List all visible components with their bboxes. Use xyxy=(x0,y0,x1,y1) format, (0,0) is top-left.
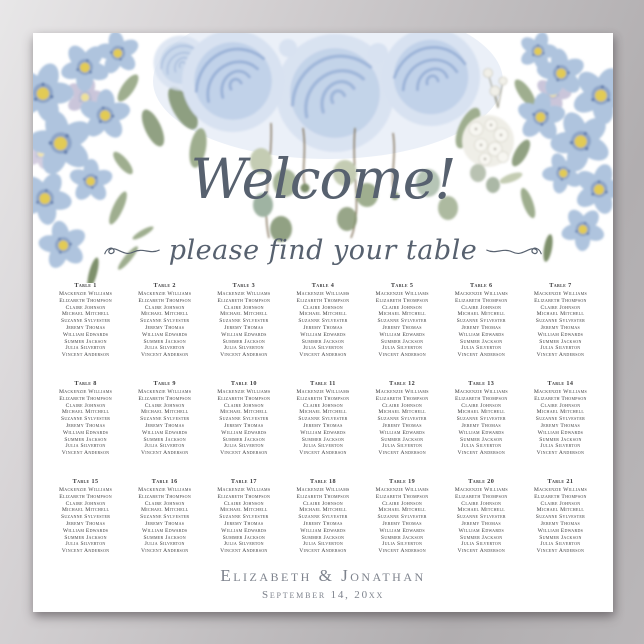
guest-name: Vincent Anderson xyxy=(457,450,506,457)
guest-name: Vincent Anderson xyxy=(61,352,110,359)
guest-name: Suzanne Sylvester xyxy=(140,514,190,521)
guest-name: Vincent Anderson xyxy=(140,450,189,457)
guest-name: Mackenzie Williams xyxy=(533,388,587,395)
guest-name: Jeremy Thomas xyxy=(65,324,106,331)
guest-name: Elizabeth Thompson xyxy=(375,297,429,304)
guest-name: Michael Mitchell xyxy=(299,409,347,416)
guest-name: Vincent Anderson xyxy=(140,352,189,359)
guest-name: Claire Johnson xyxy=(382,500,423,507)
guest-name: Mackenzie Williams xyxy=(138,388,192,395)
guest-list xyxy=(522,389,599,457)
guest-name: Michael Mitchell xyxy=(378,507,426,514)
guest-name: Suzanne Sylvester xyxy=(456,318,506,325)
guest-name: Summer Jackson xyxy=(301,436,345,443)
guest-name: Vincent Anderson xyxy=(140,548,189,555)
guest-name: Summer Jackson xyxy=(143,534,186,541)
guest-name: Michael Mitchell xyxy=(61,409,110,416)
guest-name: Suzanne Sylvester xyxy=(298,318,348,325)
guest-name: Julia Silverton xyxy=(302,541,344,548)
guest-name: Jeremy Thomas xyxy=(540,422,581,429)
table-title: Table 8 xyxy=(74,379,97,387)
guest-name: Elizabeth Thompson xyxy=(296,493,350,500)
guest-name: Julia Silverton xyxy=(65,345,106,352)
guest-name: Elizabeth Thompson xyxy=(296,395,350,402)
guest-name: Suzanne Sylvester xyxy=(219,318,269,325)
guest-name: Jeremy Thomas xyxy=(461,520,501,527)
subheading-row xyxy=(33,235,613,266)
guest-name: Vincent Anderson xyxy=(299,352,347,359)
guest-name: Julia Silverton xyxy=(223,345,264,352)
guest-name: Julia Silverton xyxy=(461,443,502,450)
guest-name: Jeremy Thomas xyxy=(145,520,185,527)
guest-name: Julia Silverton xyxy=(382,541,423,548)
guest-name: Julia Silverton xyxy=(540,345,581,352)
guest-name: Suzanne Sylvester xyxy=(140,318,190,325)
table-group xyxy=(364,478,441,555)
guest-name: Summer Jackson xyxy=(539,436,582,443)
guest-name: Mackenzie Williams xyxy=(58,291,113,297)
guest-list xyxy=(205,389,282,457)
guest-name: Summer Jackson xyxy=(143,436,186,443)
guest-name: Jeremy Thomas xyxy=(145,324,185,331)
guest-list xyxy=(47,389,124,457)
table-group xyxy=(364,282,441,359)
guest-name: Mackenzie Williams xyxy=(375,291,429,297)
guest-list xyxy=(443,389,520,457)
guest-name: William Edwards xyxy=(537,331,584,338)
guest-name: Elizabeth Thompson xyxy=(59,395,112,402)
guest-name: Claire Johnson xyxy=(223,304,264,311)
guest-name: Suzanne Sylvester xyxy=(219,514,269,521)
guest-name: Claire Johnson xyxy=(540,500,581,507)
table-title: Table 20 xyxy=(468,477,495,485)
table-group xyxy=(47,282,124,359)
guest-name: Mackenzie Williams xyxy=(217,486,271,493)
table-group xyxy=(522,478,599,555)
guest-name: Summer Jackson xyxy=(143,338,186,345)
guest-name: Vincent Anderson xyxy=(220,450,268,457)
guest-name: Elizabeth Thompson xyxy=(454,493,508,500)
table-group xyxy=(126,380,203,457)
table-title: Table 5 xyxy=(390,282,414,289)
guest-name: Mackenzie Williams xyxy=(533,486,587,493)
guest-name: Michael Mitchell xyxy=(378,311,426,318)
guest-name: Elizabeth Thompson xyxy=(375,395,429,402)
guest-name: Claire Johnson xyxy=(223,500,264,507)
table-title: Table 3 xyxy=(232,282,256,289)
guest-name: Vincent Anderson xyxy=(536,352,585,359)
guest-name: Jeremy Thomas xyxy=(540,520,581,527)
guest-name: Julia Silverton xyxy=(223,541,264,548)
guest-name: Jeremy Thomas xyxy=(382,324,422,331)
guest-name: Summer Jackson xyxy=(380,338,424,345)
table-title: Table 6 xyxy=(470,282,493,289)
guest-name: Suzanne Sylvester xyxy=(535,514,586,521)
guest-name: Summer Jackson xyxy=(460,534,503,541)
flourish-left-icon xyxy=(103,242,161,260)
guest-name: Claire Johnson xyxy=(65,304,106,311)
table-title: Table 18 xyxy=(310,477,336,485)
guest-name: Mackenzie Williams xyxy=(58,388,113,395)
guest-name: Claire Johnson xyxy=(461,304,502,311)
table-title: Table 11 xyxy=(310,379,336,387)
guest-name: Michael Mitchell xyxy=(536,311,585,318)
guest-name: Jeremy Thomas xyxy=(65,422,106,429)
guest-name: Elizabeth Thompson xyxy=(217,493,271,500)
table-title: Table 13 xyxy=(468,379,495,387)
guest-name: Summer Jackson xyxy=(380,436,424,443)
guest-name: William Edwards xyxy=(300,331,346,338)
guest-name: William Edwards xyxy=(141,429,188,436)
guest-name: Vincent Anderson xyxy=(220,548,268,555)
guest-name: Elizabeth Thompson xyxy=(534,297,587,304)
guest-name: Mackenzie Williams xyxy=(454,486,508,493)
guest-name: William Edwards xyxy=(300,429,346,436)
guest-name: Summer Jackson xyxy=(222,436,266,443)
guest-name: Summer Jackson xyxy=(539,338,582,345)
guest-name: Elizabeth Thompson xyxy=(217,297,271,304)
guest-name: Julia Silverton xyxy=(144,443,185,450)
table-group xyxy=(443,478,520,555)
guest-name: Summer Jackson xyxy=(460,338,503,345)
guest-name: Suzanne Sylvester xyxy=(140,416,190,423)
guest-name: Summer Jackson xyxy=(64,338,107,345)
guest-name: Elizabeth Thompson xyxy=(138,395,192,402)
table-group xyxy=(205,478,282,555)
guest-name: Claire Johnson xyxy=(144,500,185,507)
table-title: Table 9 xyxy=(153,379,176,387)
guest-name: Julia Silverton xyxy=(302,443,344,450)
guest-name: William Edwards xyxy=(221,331,267,338)
guest-name: Vincent Anderson xyxy=(220,352,268,359)
guest-name: Jeremy Thomas xyxy=(461,422,501,429)
guest-name: William Edwards xyxy=(379,331,425,338)
guest-list xyxy=(522,487,599,555)
guest-name: Jeremy Thomas xyxy=(224,520,264,527)
guest-name: Claire Johnson xyxy=(303,304,343,311)
guest-name: Mackenzie Williams xyxy=(296,388,350,395)
guest-name: William Edwards xyxy=(458,527,505,534)
guest-name: Michael Mitchell xyxy=(220,409,268,416)
guest-name: Mackenzie Williams xyxy=(217,388,271,395)
guest-name: Michael Mitchell xyxy=(457,311,506,318)
guest-name: Mackenzie Williams xyxy=(533,291,587,297)
guest-list xyxy=(205,487,282,555)
guest-name: Summer Jackson xyxy=(64,436,107,443)
guest-name: Elizabeth Thompson xyxy=(375,493,429,500)
guest-name: Jeremy Thomas xyxy=(145,422,185,429)
guest-name: Suzanne Sylvester xyxy=(60,416,111,423)
guest-name: Mackenzie Williams xyxy=(375,388,429,395)
guest-name: Michael Mitchell xyxy=(536,409,585,416)
guest-name: Mackenzie Williams xyxy=(454,388,508,395)
guest-name: Julia Silverton xyxy=(382,443,423,450)
guest-name: Julia Silverton xyxy=(65,443,106,450)
table-group xyxy=(205,282,282,359)
guest-name: Elizabeth Thompson xyxy=(59,297,112,304)
table-title: Table 14 xyxy=(547,379,574,387)
guest-name: William Edwards xyxy=(221,429,267,436)
guest-name: William Edwards xyxy=(379,429,425,436)
guest-name: Elizabeth Thompson xyxy=(217,395,271,402)
table-group xyxy=(47,478,124,555)
guest-name: Elizabeth Thompson xyxy=(138,493,192,500)
guest-name: Julia Silverton xyxy=(540,443,581,450)
guest-name: Vincent Anderson xyxy=(457,352,506,359)
guest-name: Suzanne Sylvester xyxy=(60,318,111,325)
guest-name: Suzanne Sylvester xyxy=(456,514,506,521)
guest-name: Vincent Anderson xyxy=(378,548,426,555)
guest-name: Jeremy Thomas xyxy=(303,520,343,527)
guest-name: William Edwards xyxy=(537,429,584,436)
guest-name: Michael Mitchell xyxy=(220,311,268,318)
guest-name: Julia Silverton xyxy=(144,345,185,352)
table-title: Table 15 xyxy=(72,477,99,485)
guest-name: Michael Mitchell xyxy=(61,507,110,514)
guest-name: William Edwards xyxy=(458,429,505,436)
guest-name: Michael Mitchell xyxy=(299,311,347,318)
guest-name: Mackenzie Williams xyxy=(375,486,429,493)
guest-name: Elizabeth Thompson xyxy=(454,395,508,402)
guest-name: William Edwards xyxy=(141,331,188,338)
guest-name: Summer Jackson xyxy=(380,534,424,541)
guest-name: Vincent Anderson xyxy=(378,450,426,457)
guest-name: Vincent Anderson xyxy=(536,450,585,457)
guest-name: Summer Jackson xyxy=(539,534,582,541)
guest-name: William Edwards xyxy=(221,527,267,534)
guest-name: William Edwards xyxy=(141,527,188,534)
guest-name: Jeremy Thomas xyxy=(65,520,106,527)
tables-grid xyxy=(47,282,599,555)
guest-name: Jeremy Thomas xyxy=(224,324,264,331)
find-your-table-subheading: please find your table xyxy=(168,235,478,266)
guest-name: Suzanne Sylvester xyxy=(219,416,269,423)
table-group xyxy=(126,282,203,359)
guest-name: William Edwards xyxy=(537,527,584,534)
table-title: Table 21 xyxy=(547,477,574,485)
poster-footer xyxy=(33,566,613,601)
guest-name: Suzanne Sylvester xyxy=(456,416,506,423)
guest-name: Claire Johnson xyxy=(303,500,343,507)
table-group xyxy=(443,282,520,359)
guest-name: Mackenzie Williams xyxy=(138,486,192,493)
guest-list xyxy=(205,291,282,359)
table-group xyxy=(522,282,599,359)
guest-name: Claire Johnson xyxy=(223,402,264,409)
guest-name: Jeremy Thomas xyxy=(303,324,343,331)
guest-name: Mackenzie Williams xyxy=(58,486,113,493)
guest-name: Michael Mitchell xyxy=(140,311,189,318)
table-title: Table 2 xyxy=(153,282,176,289)
guest-name: Michael Mitchell xyxy=(378,409,426,416)
guest-name: Summer Jackson xyxy=(222,534,266,541)
guest-list xyxy=(47,487,124,555)
guest-name: Suzanne Sylvester xyxy=(298,416,348,423)
guest-name: Julia Silverton xyxy=(302,345,344,352)
guest-name: Jeremy Thomas xyxy=(224,422,264,429)
guest-name: Summer Jackson xyxy=(460,436,503,443)
welcome-heading: Welcome! xyxy=(190,147,456,211)
guest-name: Vincent Anderson xyxy=(61,450,110,457)
guest-list xyxy=(126,291,203,359)
guest-name: Vincent Anderson xyxy=(457,548,506,555)
flourish-right-icon xyxy=(485,242,543,260)
guest-list xyxy=(284,487,361,555)
guest-list xyxy=(126,487,203,555)
guest-name: Vincent Anderson xyxy=(61,548,110,555)
guest-name: Summer Jackson xyxy=(222,338,266,345)
guest-name: Vincent Anderson xyxy=(378,352,426,359)
table-title: Table 19 xyxy=(389,477,416,485)
guest-list xyxy=(443,487,520,555)
table-group xyxy=(522,380,599,457)
guest-name: Michael Mitchell xyxy=(61,311,110,318)
guest-name: Mackenzie Williams xyxy=(138,291,192,297)
guest-name: Claire Johnson xyxy=(65,402,106,409)
guest-name: Julia Silverton xyxy=(382,345,423,352)
table-title: Table 10 xyxy=(230,379,257,387)
guest-name: Summer Jackson xyxy=(64,534,107,541)
guest-name: Michael Mitchell xyxy=(457,409,506,416)
guest-list xyxy=(364,487,441,555)
guest-name: Claire Johnson xyxy=(144,402,185,409)
guest-name: Michael Mitchell xyxy=(140,507,189,514)
guest-name: Julia Silverton xyxy=(144,541,185,548)
seating-chart-poster xyxy=(33,33,613,612)
guest-list xyxy=(364,389,441,457)
guest-name: Michael Mitchell xyxy=(299,507,347,514)
guest-name: Jeremy Thomas xyxy=(303,422,343,429)
table-group xyxy=(126,478,203,555)
guest-name: William Edwards xyxy=(62,429,109,436)
guest-name: Mackenzie Williams xyxy=(296,486,350,493)
guest-name: Suzanne Sylvester xyxy=(535,416,586,423)
guest-name: Claire Johnson xyxy=(540,402,581,409)
guest-name: Suzanne Sylvester xyxy=(60,514,111,521)
guest-name: Jeremy Thomas xyxy=(382,422,422,429)
guest-name: Elizabeth Thompson xyxy=(59,493,112,500)
guest-name: William Edwards xyxy=(379,527,425,534)
guest-name: Elizabeth Thompson xyxy=(534,493,587,500)
table-group xyxy=(284,478,361,555)
guest-name: Mackenzie Williams xyxy=(217,291,271,297)
guest-name: Suzanne Sylvester xyxy=(298,514,348,521)
guest-name: Julia Silverton xyxy=(540,541,581,548)
guest-list xyxy=(126,389,203,457)
guest-name: Claire Johnson xyxy=(65,500,106,507)
guest-name: Summer Jackson xyxy=(301,534,345,541)
guest-name: Michael Mitchell xyxy=(536,507,585,514)
table-group xyxy=(443,380,520,457)
guest-name: Suzanne Sylvester xyxy=(377,514,427,521)
guest-list xyxy=(522,291,599,359)
table-group xyxy=(284,380,361,457)
guest-name: Summer Jackson xyxy=(301,338,345,345)
guest-name: Claire Johnson xyxy=(382,304,423,311)
guest-name: Claire Johnson xyxy=(540,304,581,311)
guest-name: William Edwards xyxy=(300,527,346,534)
guest-name: Jeremy Thomas xyxy=(540,324,581,331)
guest-name: Claire Johnson xyxy=(144,304,185,311)
guest-name: Suzanne Sylvester xyxy=(535,318,586,325)
couple-names: Elizabeth & Jonathan xyxy=(220,566,426,585)
guest-name: Julia Silverton xyxy=(65,541,106,548)
guest-name: Julia Silverton xyxy=(461,541,502,548)
guest-name: Suzanne Sylvester xyxy=(377,318,427,325)
guest-list xyxy=(47,291,124,359)
guest-name: Claire Johnson xyxy=(382,402,423,409)
guest-name: Jeremy Thomas xyxy=(461,324,501,331)
guest-name: Michael Mitchell xyxy=(457,507,506,514)
guest-name: Julia Silverton xyxy=(223,443,264,450)
table-group xyxy=(205,380,282,457)
guest-name: Jeremy Thomas xyxy=(382,520,422,527)
guest-name: William Edwards xyxy=(62,527,109,534)
guest-name: William Edwards xyxy=(62,331,109,338)
guest-name: Vincent Anderson xyxy=(299,548,347,555)
table-group xyxy=(284,282,361,359)
guest-name: Julia Silverton xyxy=(461,345,502,352)
guest-list xyxy=(284,389,361,457)
guest-list xyxy=(364,291,441,359)
guest-name: Claire Johnson xyxy=(461,402,502,409)
guest-name: Mackenzie Williams xyxy=(296,291,350,297)
guest-name: Elizabeth Thompson xyxy=(454,297,508,304)
table-group xyxy=(364,380,441,457)
guest-name: Claire Johnson xyxy=(461,500,502,507)
table-title: Table 7 xyxy=(549,282,572,289)
guest-name: Vincent Anderson xyxy=(536,548,585,555)
guest-name: Michael Mitchell xyxy=(140,409,189,416)
table-title: Table 12 xyxy=(389,379,416,387)
guest-name: Suzanne Sylvester xyxy=(377,416,427,423)
table-group xyxy=(47,380,124,457)
guest-list xyxy=(284,291,361,359)
table-title: Table 1 xyxy=(74,282,97,289)
guest-name: Claire Johnson xyxy=(303,402,343,409)
guest-name: William Edwards xyxy=(458,331,505,338)
guest-name: Elizabeth Thompson xyxy=(138,297,192,304)
guest-name: Michael Mitchell xyxy=(220,507,268,514)
table-title: Table 16 xyxy=(151,477,178,485)
guest-name: Mackenzie Williams xyxy=(454,291,508,297)
guest-name: Vincent Anderson xyxy=(299,450,347,457)
table-title: Table 17 xyxy=(230,477,257,485)
guest-name: Elizabeth Thompson xyxy=(296,297,350,304)
table-title: Table 4 xyxy=(311,282,335,289)
guest-name: Elizabeth Thompson xyxy=(534,395,587,402)
event-date: September 14, 20xx xyxy=(261,589,385,601)
guest-list xyxy=(443,291,520,359)
